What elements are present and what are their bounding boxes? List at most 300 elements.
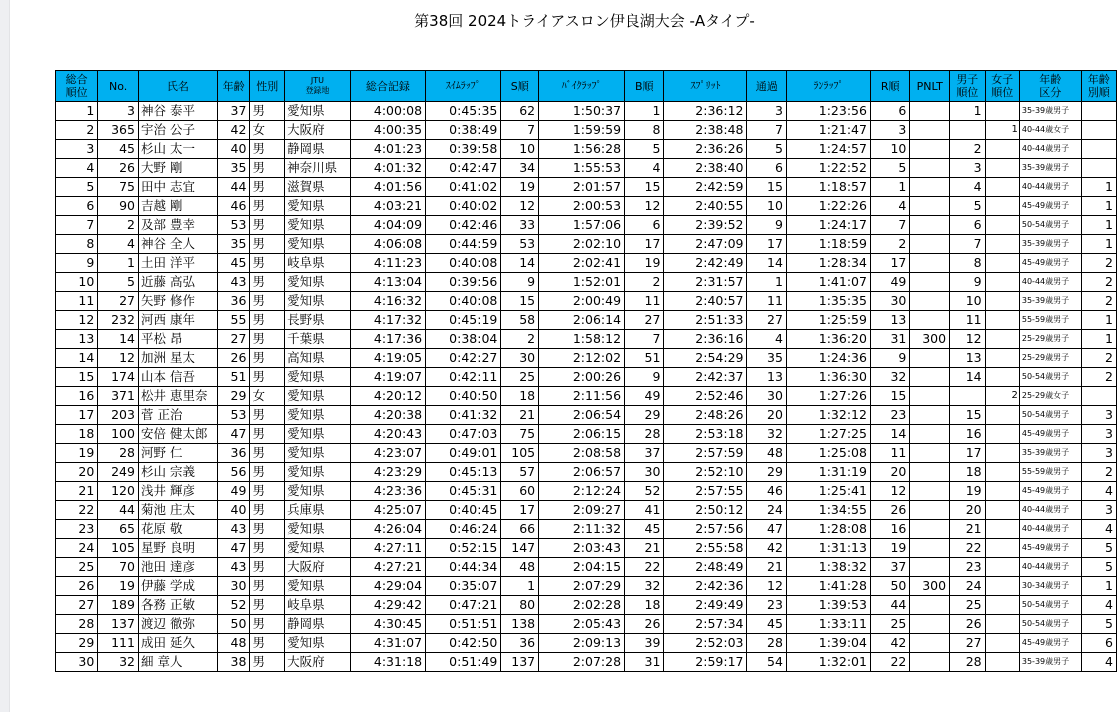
cell-age-class: 35-39歳男子 [1019, 292, 1081, 311]
cell-gender: 男 [250, 463, 285, 482]
cell-age: 53 [217, 406, 250, 425]
cell-age-class: 30-34歳男子 [1019, 577, 1081, 596]
cell-overall-rank: 27 [56, 596, 98, 615]
cell-women-rank [985, 558, 1019, 577]
cell-age: 37 [217, 102, 250, 121]
cell-split-time: 2:52:46 [664, 387, 747, 406]
cell-passing-rank: 4 [747, 330, 786, 349]
cell-overall-rank: 4 [56, 159, 98, 178]
cell-swim-lap: 0:44:34 [426, 558, 501, 577]
cell-age: 44 [217, 178, 250, 197]
cell-run-rank: 10 [870, 140, 909, 159]
cell-swim-lap: 0:46:24 [426, 520, 501, 539]
cell-athlete-name: 加洲 星太 [138, 349, 217, 368]
cell-swim-rank: 9 [501, 273, 539, 292]
cell-split-time: 2:39:52 [664, 216, 747, 235]
cell-bike-rank: 9 [625, 368, 664, 387]
cell-passing-rank: 21 [747, 558, 786, 577]
cell-gender: 男 [250, 349, 285, 368]
cell-run-lap: 1:32:12 [786, 406, 870, 425]
cell-overall-rank: 11 [56, 292, 98, 311]
cell-age: 36 [217, 292, 250, 311]
cell-bike-lap: 2:00:26 [539, 368, 625, 387]
cell-men-rank: 25 [950, 596, 986, 615]
cell-bike-rank: 37 [625, 444, 664, 463]
cell-women-rank [985, 482, 1019, 501]
cell-run-rank: 19 [870, 539, 909, 558]
cell-athlete-name: 宇治 公子 [138, 121, 217, 140]
cell-age: 35 [217, 159, 250, 178]
cell-women-rank: 1 [985, 121, 1019, 140]
cell-swim-rank: 48 [501, 558, 539, 577]
cell-run-rank: 2 [870, 235, 909, 254]
cell-run-lap: 1:31:19 [786, 463, 870, 482]
cell-run-lap: 1:27:26 [786, 387, 870, 406]
cell-age-class-rank [1081, 140, 1116, 159]
cell-swim-lap: 0:52:15 [426, 539, 501, 558]
cell-jtu-region: 大阪府 [285, 121, 351, 140]
cell-athlete-name: 細 章人 [138, 653, 217, 672]
cell-run-lap: 1:25:59 [786, 311, 870, 330]
cell-jtu-region: 大阪府 [285, 653, 351, 672]
cell-men-rank: 27 [950, 634, 986, 653]
cell-gender: 男 [250, 311, 285, 330]
cell-bike-lap: 1:55:53 [539, 159, 625, 178]
cell-bike-lap: 2:02:28 [539, 596, 625, 615]
table-row [56, 520, 1117, 539]
table-row [56, 273, 1117, 292]
cell-run-rank: 42 [870, 634, 909, 653]
cell-bike-lap: 2:08:58 [539, 444, 625, 463]
cell-gender: 男 [250, 216, 285, 235]
cell-total-time: 4:23:36 [350, 482, 425, 501]
cell-swim-lap: 0:35:07 [426, 577, 501, 596]
cell-athlete-name: 菅 正治 [138, 406, 217, 425]
cell-bib-no: 45 [98, 140, 139, 159]
cell-total-time: 4:20:43 [350, 425, 425, 444]
cell-age-class-rank: 4 [1081, 520, 1116, 539]
cell-bib-no: 365 [98, 121, 139, 140]
cell-gender: 女 [250, 387, 285, 406]
cell-overall-rank: 17 [56, 406, 98, 425]
cell-swim-lap: 0:49:01 [426, 444, 501, 463]
cell-total-time: 4:00:35 [350, 121, 425, 140]
cell-overall-rank: 19 [56, 444, 98, 463]
cell-men-rank: 5 [950, 197, 986, 216]
cell-run-rank: 14 [870, 425, 909, 444]
cell-swim-rank: 33 [501, 216, 539, 235]
cell-athlete-name: 矢野 修作 [138, 292, 217, 311]
table-row [56, 235, 1117, 254]
cell-gender: 男 [250, 653, 285, 672]
cell-bib-no: 70 [98, 558, 139, 577]
cell-swim-lap: 0:42:11 [426, 368, 501, 387]
cell-split-time: 2:57:56 [664, 520, 747, 539]
cell-age: 27 [217, 330, 250, 349]
cell-swim-rank: 18 [501, 387, 539, 406]
cell-age: 50 [217, 615, 250, 634]
cell-total-time: 4:03:21 [350, 197, 425, 216]
cell-run-rank: 16 [870, 520, 909, 539]
header-women-rank: 女子 順位 [985, 71, 1019, 102]
cell-age-class-rank: 1 [1081, 235, 1116, 254]
cell-athlete-name: 成田 延久 [138, 634, 217, 653]
cell-swim-rank: 25 [501, 368, 539, 387]
cell-overall-rank: 28 [56, 615, 98, 634]
cell-overall-rank: 14 [56, 349, 98, 368]
cell-athlete-name: 吉越 剛 [138, 197, 217, 216]
cell-jtu-region: 愛知県 [285, 463, 351, 482]
cell-passing-rank: 27 [747, 311, 786, 330]
cell-total-time: 4:17:32 [350, 311, 425, 330]
table-row [56, 634, 1117, 653]
cell-overall-rank: 23 [56, 520, 98, 539]
cell-split-time: 2:42:49 [664, 254, 747, 273]
cell-swim-rank: 58 [501, 311, 539, 330]
cell-men-rank: 22 [950, 539, 986, 558]
cell-split-time: 2:55:58 [664, 539, 747, 558]
cell-passing-rank: 1 [747, 273, 786, 292]
cell-bike-lap: 2:05:43 [539, 615, 625, 634]
cell-athlete-name: 杉山 宗義 [138, 463, 217, 482]
cell-age-class: 35-39歳男子 [1019, 235, 1081, 254]
cell-run-rank: 7 [870, 216, 909, 235]
cell-bib-no: 19 [98, 577, 139, 596]
cell-age-class: 55-59歳男子 [1019, 311, 1081, 330]
cell-bike-rank: 21 [625, 539, 664, 558]
cell-total-time: 4:23:29 [350, 463, 425, 482]
table-row [56, 349, 1117, 368]
cell-gender: 男 [250, 482, 285, 501]
cell-age: 26 [217, 349, 250, 368]
cell-bike-rank: 27 [625, 311, 664, 330]
cell-run-lap: 1:31:13 [786, 539, 870, 558]
cell-swim-rank: 138 [501, 615, 539, 634]
cell-penalty [910, 482, 950, 501]
cell-age-class-rank: 6 [1081, 634, 1116, 653]
cell-men-rank: 6 [950, 216, 986, 235]
cell-age-class-rank: 3 [1081, 406, 1116, 425]
cell-jtu-region: 愛知県 [285, 368, 351, 387]
cell-total-time: 4:19:05 [350, 349, 425, 368]
cell-athlete-name: 池田 達彦 [138, 558, 217, 577]
cell-penalty [910, 653, 950, 672]
cell-passing-rank: 30 [747, 387, 786, 406]
cell-jtu-region: 高知県 [285, 349, 351, 368]
cell-bike-lap: 2:09:13 [539, 634, 625, 653]
cell-split-time: 2:31:57 [664, 273, 747, 292]
cell-bike-rank: 1 [625, 102, 664, 121]
cell-bib-no: 32 [98, 653, 139, 672]
cell-bib-no: 2 [98, 216, 139, 235]
cell-bike-rank: 30 [625, 463, 664, 482]
cell-bike-rank: 41 [625, 501, 664, 520]
cell-women-rank [985, 463, 1019, 482]
table-row [56, 121, 1117, 140]
cell-athlete-name: 山本 信吾 [138, 368, 217, 387]
cell-gender: 男 [250, 444, 285, 463]
cell-athlete-name: 松井 恵里奈 [138, 387, 217, 406]
cell-overall-rank: 13 [56, 330, 98, 349]
cell-total-time: 4:19:07 [350, 368, 425, 387]
cell-total-time: 4:31:18 [350, 653, 425, 672]
cell-swim-lap: 0:45:13 [426, 463, 501, 482]
cell-penalty [910, 425, 950, 444]
cell-passing-rank: 10 [747, 197, 786, 216]
cell-gender: 男 [250, 596, 285, 615]
cell-bib-no: 249 [98, 463, 139, 482]
cell-age-class: 50-54歳男子 [1019, 368, 1081, 387]
cell-penalty [910, 159, 950, 178]
cell-total-time: 4:20:38 [350, 406, 425, 425]
cell-women-rank [985, 273, 1019, 292]
cell-women-rank [985, 178, 1019, 197]
cell-athlete-name: 伊藤 学成 [138, 577, 217, 596]
header-swim-rank: S順 [501, 71, 539, 102]
cell-split-time: 2:50:12 [664, 501, 747, 520]
cell-swim-rank: 66 [501, 520, 539, 539]
cell-age: 42 [217, 121, 250, 140]
cell-gender: 男 [250, 634, 285, 653]
cell-age: 35 [217, 235, 250, 254]
cell-men-rank: 19 [950, 482, 986, 501]
cell-age-class: 35-39歳男子 [1019, 159, 1081, 178]
cell-bib-no: 105 [98, 539, 139, 558]
cell-bike-rank: 12 [625, 197, 664, 216]
cell-run-lap: 1:18:57 [786, 178, 870, 197]
header-name: 氏名 [138, 71, 217, 102]
cell-swim-rank: 12 [501, 197, 539, 216]
cell-men-rank: 9 [950, 273, 986, 292]
cell-run-rank: 20 [870, 463, 909, 482]
cell-age-class-rank [1081, 159, 1116, 178]
cell-men-rank: 21 [950, 520, 986, 539]
cell-run-lap: 1:23:56 [786, 102, 870, 121]
cell-overall-rank: 16 [56, 387, 98, 406]
cell-gender: 男 [250, 577, 285, 596]
cell-bike-rank: 11 [625, 292, 664, 311]
cell-women-rank [985, 539, 1019, 558]
cell-total-time: 4:31:07 [350, 634, 425, 653]
cell-passing-rank: 12 [747, 577, 786, 596]
cell-run-rank: 37 [870, 558, 909, 577]
cell-penalty [910, 140, 950, 159]
cell-women-rank [985, 254, 1019, 273]
cell-split-time: 2:52:10 [664, 463, 747, 482]
cell-bib-no: 26 [98, 159, 139, 178]
cell-age-class-rank: 2 [1081, 463, 1116, 482]
viewer-left-rail [0, 0, 10, 712]
cell-bib-no: 12 [98, 349, 139, 368]
cell-athlete-name: 菊池 庄太 [138, 501, 217, 520]
cell-jtu-region: 兵庫県 [285, 501, 351, 520]
cell-bike-rank: 28 [625, 425, 664, 444]
cell-gender: 男 [250, 235, 285, 254]
cell-bib-no: 28 [98, 444, 139, 463]
cell-age-class: 40-44歳男子 [1019, 140, 1081, 159]
cell-swim-rank: 62 [501, 102, 539, 121]
cell-age-class: 40-44歳男子 [1019, 558, 1081, 577]
cell-run-rank: 13 [870, 311, 909, 330]
cell-penalty [910, 292, 950, 311]
cell-bike-lap: 1:56:28 [539, 140, 625, 159]
cell-split-time: 2:57:59 [664, 444, 747, 463]
cell-age-class-rank: 3 [1081, 425, 1116, 444]
cell-swim-rank: 14 [501, 254, 539, 273]
cell-jtu-region: 静岡県 [285, 615, 351, 634]
cell-age-class: 25-29歳男子 [1019, 349, 1081, 368]
cell-jtu-region: 愛知県 [285, 539, 351, 558]
header-split: ｽﾌﾟﾘｯﾄ [664, 71, 747, 102]
cell-age: 36 [217, 444, 250, 463]
cell-age-class-rank [1081, 102, 1116, 121]
cell-jtu-region: 愛知県 [285, 292, 351, 311]
cell-bib-no: 1 [98, 254, 139, 273]
cell-swim-lap: 0:51:49 [426, 653, 501, 672]
cell-bike-lap: 1:50:37 [539, 102, 625, 121]
cell-total-time: 4:23:07 [350, 444, 425, 463]
table-row [56, 463, 1117, 482]
cell-age-class-rank: 1 [1081, 216, 1116, 235]
cell-bike-lap: 2:03:43 [539, 539, 625, 558]
cell-penalty [910, 406, 950, 425]
cell-age-class: 55-59歳男子 [1019, 463, 1081, 482]
cell-age-class: 40-44歳女子 [1019, 121, 1081, 140]
table-row [56, 368, 1117, 387]
cell-run-rank: 6 [870, 102, 909, 121]
cell-swim-rank: 15 [501, 292, 539, 311]
cell-bib-no: 137 [98, 615, 139, 634]
cell-overall-rank: 9 [56, 254, 98, 273]
cell-total-time: 4:29:04 [350, 577, 425, 596]
cell-overall-rank: 18 [56, 425, 98, 444]
cell-age-class-rank: 1 [1081, 311, 1116, 330]
cell-gender: 男 [250, 197, 285, 216]
cell-passing-rank: 15 [747, 178, 786, 197]
cell-age-class-rank: 4 [1081, 596, 1116, 615]
cell-split-time: 2:59:17 [664, 653, 747, 672]
cell-age-class: 50-54歳男子 [1019, 216, 1081, 235]
cell-bike-lap: 2:07:29 [539, 577, 625, 596]
cell-swim-lap: 0:42:50 [426, 634, 501, 653]
cell-gender: 男 [250, 520, 285, 539]
cell-age-class: 50-54歳男子 [1019, 596, 1081, 615]
cell-men-rank: 26 [950, 615, 986, 634]
cell-age-class-rank [1081, 387, 1116, 406]
cell-run-lap: 1:36:20 [786, 330, 870, 349]
cell-gender: 男 [250, 292, 285, 311]
cell-age-class: 25-29歳男子 [1019, 330, 1081, 349]
cell-gender: 男 [250, 539, 285, 558]
header-swim-lap: ｽｲﾑﾗｯﾌﾟ [426, 71, 501, 102]
cell-athlete-name: 安倍 健太郎 [138, 425, 217, 444]
cell-age-class-rank: 4 [1081, 653, 1116, 672]
table-row [56, 577, 1117, 596]
cell-passing-rank: 29 [747, 463, 786, 482]
cell-split-time: 2:42:37 [664, 368, 747, 387]
cell-age-class-rank: 5 [1081, 558, 1116, 577]
cell-women-rank [985, 425, 1019, 444]
header-overall-rank: 総合 順位 [56, 71, 98, 102]
cell-jtu-region: 愛知県 [285, 634, 351, 653]
cell-swim-rank: 1 [501, 577, 539, 596]
cell-age: 53 [217, 216, 250, 235]
cell-age-class: 35-39歳男子 [1019, 444, 1081, 463]
table-row [56, 178, 1117, 197]
cell-age-class: 40-44歳男子 [1019, 501, 1081, 520]
cell-run-lap: 1:41:07 [786, 273, 870, 292]
cell-bike-lap: 2:00:49 [539, 292, 625, 311]
cell-overall-rank: 30 [56, 653, 98, 672]
cell-age-class: 45-49歳男子 [1019, 634, 1081, 653]
cell-jtu-region: 千葉県 [285, 330, 351, 349]
header-bike-rank: B順 [625, 71, 664, 102]
cell-total-time: 4:00:08 [350, 102, 425, 121]
cell-women-rank [985, 159, 1019, 178]
cell-age: 56 [217, 463, 250, 482]
cell-penalty [910, 311, 950, 330]
cell-run-lap: 1:24:57 [786, 140, 870, 159]
cell-swim-lap: 0:39:58 [426, 140, 501, 159]
cell-men-rank: 24 [950, 577, 986, 596]
header-jtu-region: JTU 登録地 [285, 71, 351, 102]
cell-women-rank [985, 330, 1019, 349]
cell-swim-lap: 0:45:31 [426, 482, 501, 501]
cell-overall-rank: 7 [56, 216, 98, 235]
cell-run-rank: 30 [870, 292, 909, 311]
table-row [56, 102, 1117, 121]
cell-bike-lap: 2:06:57 [539, 463, 625, 482]
cell-athlete-name: 星野 良明 [138, 539, 217, 558]
cell-gender: 男 [250, 558, 285, 577]
cell-penalty [910, 102, 950, 121]
cell-jtu-region: 愛知県 [285, 387, 351, 406]
cell-men-rank [950, 121, 986, 140]
cell-gender: 男 [250, 159, 285, 178]
cell-penalty [910, 197, 950, 216]
cell-age-class: 45-49歳男子 [1019, 425, 1081, 444]
cell-age-class: 40-44歳男子 [1019, 520, 1081, 539]
cell-athlete-name: 河西 康年 [138, 311, 217, 330]
cell-penalty [910, 558, 950, 577]
cell-swim-rank: 80 [501, 596, 539, 615]
cell-split-time: 2:38:40 [664, 159, 747, 178]
cell-penalty [910, 596, 950, 615]
cell-penalty [910, 235, 950, 254]
cell-split-time: 2:57:34 [664, 615, 747, 634]
table-row [56, 558, 1117, 577]
cell-women-rank [985, 216, 1019, 235]
table-row [56, 159, 1117, 178]
cell-athlete-name: 田中 志宜 [138, 178, 217, 197]
cell-penalty [910, 349, 950, 368]
cell-bike-lap: 1:58:12 [539, 330, 625, 349]
cell-overall-rank: 21 [56, 482, 98, 501]
cell-bib-no: 174 [98, 368, 139, 387]
cell-passing-rank: 23 [747, 596, 786, 615]
page-title: 第38回 2024トライアスロン伊良湖大会 -Aタイプ- [414, 12, 755, 30]
cell-split-time: 2:48:49 [664, 558, 747, 577]
cell-swim-rank: 36 [501, 634, 539, 653]
cell-bib-no: 100 [98, 425, 139, 444]
cell-age: 40 [217, 140, 250, 159]
cell-age: 46 [217, 197, 250, 216]
header-bike-lap: ﾊﾞｲｸﾗｯﾌﾟ [539, 71, 625, 102]
cell-overall-rank: 10 [56, 273, 98, 292]
cell-bib-no: 90 [98, 197, 139, 216]
cell-women-rank [985, 444, 1019, 463]
cell-penalty [910, 463, 950, 482]
